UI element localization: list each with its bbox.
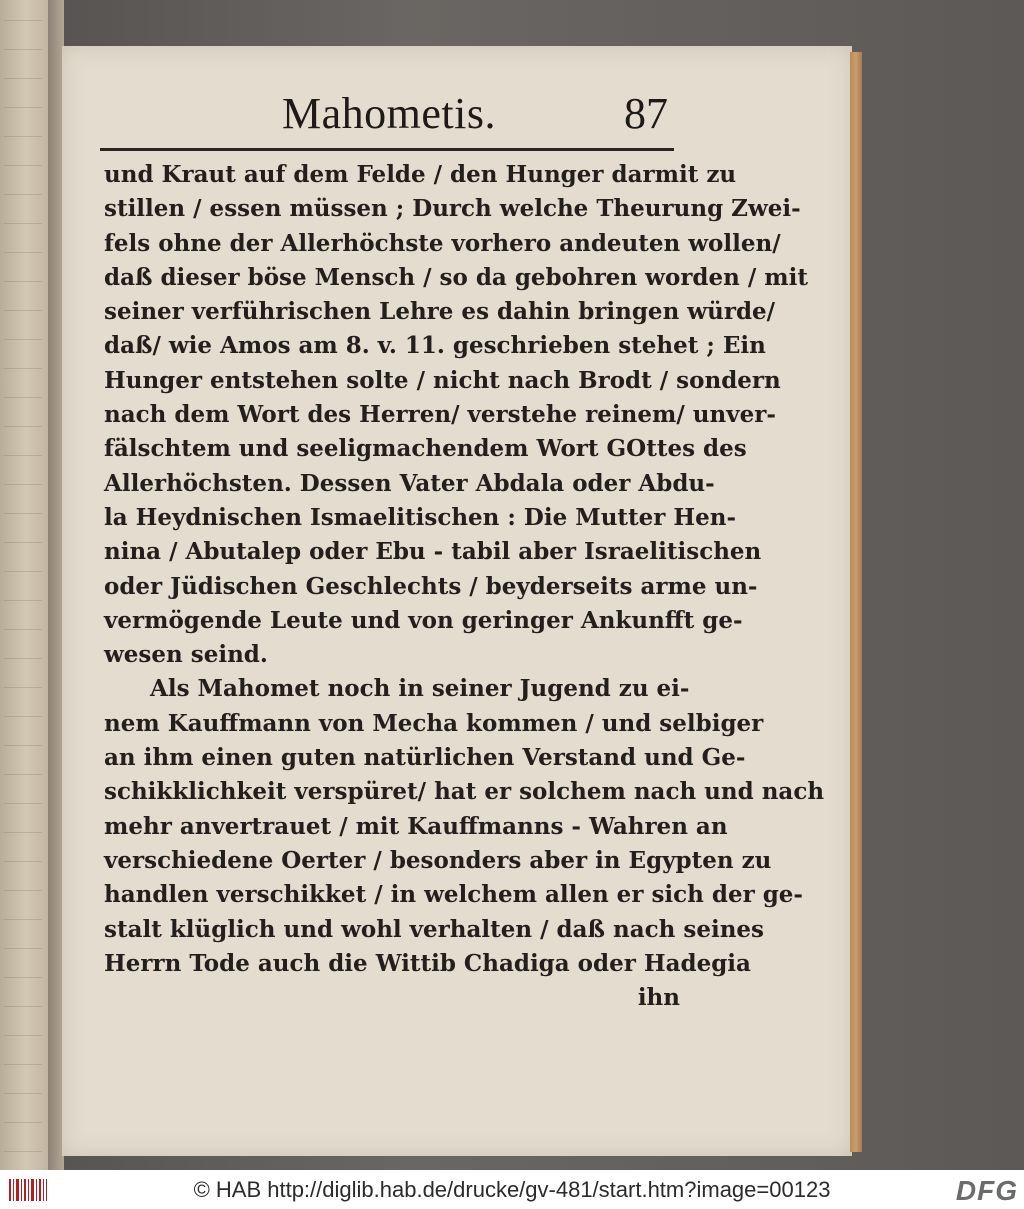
page-edge-texture bbox=[4, 977, 42, 978]
text-line: nem Kauffmann von Mecha kommen / und selbiger bbox=[104, 709, 764, 737]
page-edge-texture bbox=[4, 194, 42, 195]
text-line: verschiedene Oerter / besonders aber in Egypten zu bbox=[104, 846, 772, 874]
page-edge-texture bbox=[4, 774, 42, 775]
page-edge-texture bbox=[4, 368, 42, 369]
text-line: nach dem Wort des Herren/ verstehe reinem/ unver- bbox=[104, 401, 776, 429]
page-edge-texture bbox=[4, 629, 42, 630]
page-edge-texture bbox=[4, 1035, 42, 1036]
page-edge-texture bbox=[4, 861, 42, 862]
page-edge-texture bbox=[4, 658, 42, 659]
text-line: wesen seind. bbox=[104, 641, 268, 669]
page-edge-texture bbox=[4, 484, 42, 485]
page-edge-texture bbox=[4, 165, 42, 166]
page-edge-texture bbox=[4, 513, 42, 514]
text-line: handlen verschikket / in welchem allen er sich der ge- bbox=[104, 881, 803, 909]
page-edge-texture bbox=[4, 136, 42, 137]
page-edge-texture bbox=[4, 78, 42, 79]
left-page-edge bbox=[0, 0, 50, 1170]
page-edge-texture bbox=[4, 745, 42, 746]
page-edge-texture bbox=[4, 600, 42, 601]
page-edge-texture bbox=[4, 281, 42, 282]
page-edge-texture bbox=[4, 252, 42, 253]
text-line: Allerhöchsten. Dessen Vater Abdala oder Abdu- bbox=[104, 469, 715, 497]
text-line: und Kraut auf dem Felde / den Hunger darmit zu bbox=[104, 161, 737, 188]
text-line: seiner verführischen Lehre es dahin bringen würde/ bbox=[104, 298, 776, 326]
footer-bar bbox=[0, 1170, 1024, 1209]
page-edge-texture bbox=[4, 803, 42, 804]
text-line: vermögende Leute und von geringer Ankunfft ge- bbox=[104, 606, 743, 634]
page-edge-texture bbox=[4, 919, 42, 920]
header-rule bbox=[100, 148, 674, 151]
page-edge-texture bbox=[4, 455, 42, 456]
page-edge-texture bbox=[4, 832, 42, 833]
page-edge-texture bbox=[4, 397, 42, 398]
page-edge-texture bbox=[4, 948, 42, 949]
body-text bbox=[104, 158, 825, 1015]
text-line: mehr anvertrauet / mit Kauffmanns - Wahren an bbox=[104, 812, 728, 840]
page-edge-texture bbox=[4, 890, 42, 891]
page-edge-texture bbox=[4, 49, 42, 50]
copyright-link[interactable]: © HAB http://diglib.hab.de/drucke/gv-481/start.htm?image=00123 bbox=[193, 1177, 831, 1202]
page-edge-texture bbox=[4, 20, 42, 21]
text-line: daß dieser böse Mensch / so da gebohren worden / mit bbox=[104, 263, 808, 291]
text-line: an ihm einen guten natürlichen Verstand und Ge- bbox=[104, 744, 746, 772]
catchword: ihn bbox=[637, 984, 680, 1012]
text-line: la Heydnischen Ismaelitischen : Die Mutter Hen- bbox=[104, 503, 737, 531]
page-edge-texture bbox=[4, 687, 42, 688]
text-line: stillen / essen müssen ; Durch welche Theurung Zwei- bbox=[104, 195, 801, 223]
running-head: Mahometis. bbox=[282, 89, 496, 138]
page-edge-texture bbox=[4, 1122, 42, 1123]
text-line: oder Jüdischen Geschlechts / beyderseits arme un- bbox=[104, 572, 758, 600]
paragraph-start-line: Als Mahomet noch in seiner Jugend zu ei- bbox=[150, 675, 690, 703]
text-line: Herrn Tode auch die Wittib Chadiga oder Hadegia bbox=[104, 949, 751, 977]
page-edge-texture bbox=[4, 223, 42, 224]
text-line: Hunger entstehen solte / nicht nach Brodt / sondern bbox=[104, 366, 781, 394]
text-line: nina / Abutalep oder Ebu - tabil aber Israelitischen bbox=[104, 538, 762, 566]
page-edge-texture bbox=[4, 107, 42, 108]
text-line: schikklichkeit verspüret/ hat er solchem nach und nach bbox=[104, 778, 825, 806]
text-line: daß/ wie Amos am 8. v. 11. geschrieben stehet ; Ein bbox=[104, 332, 766, 360]
page-edge-texture bbox=[4, 310, 42, 311]
page-edge-texture bbox=[4, 571, 42, 572]
page-edge-texture bbox=[4, 1006, 42, 1007]
page-edge-texture bbox=[4, 1064, 42, 1065]
page-number: 87 bbox=[624, 89, 668, 138]
page-edge-texture bbox=[4, 1151, 42, 1152]
page-edge-texture bbox=[4, 1093, 42, 1094]
page-edge-texture bbox=[4, 426, 42, 427]
page-edge bbox=[850, 52, 862, 1152]
dfg-logo: DFG bbox=[955, 1175, 1018, 1206]
page-edge-texture bbox=[4, 716, 42, 717]
text-line: stalt klüglich und wohl verhalten / daß nach seines bbox=[104, 915, 764, 943]
text-line: fels ohne der Allerhöchste vorhero andeuten wollen/ bbox=[104, 229, 781, 257]
text-line: fälschtem und seeligmachendem Wort GOttes des bbox=[104, 435, 747, 463]
page-edge-texture bbox=[4, 339, 42, 340]
page-edge-texture bbox=[4, 542, 42, 543]
